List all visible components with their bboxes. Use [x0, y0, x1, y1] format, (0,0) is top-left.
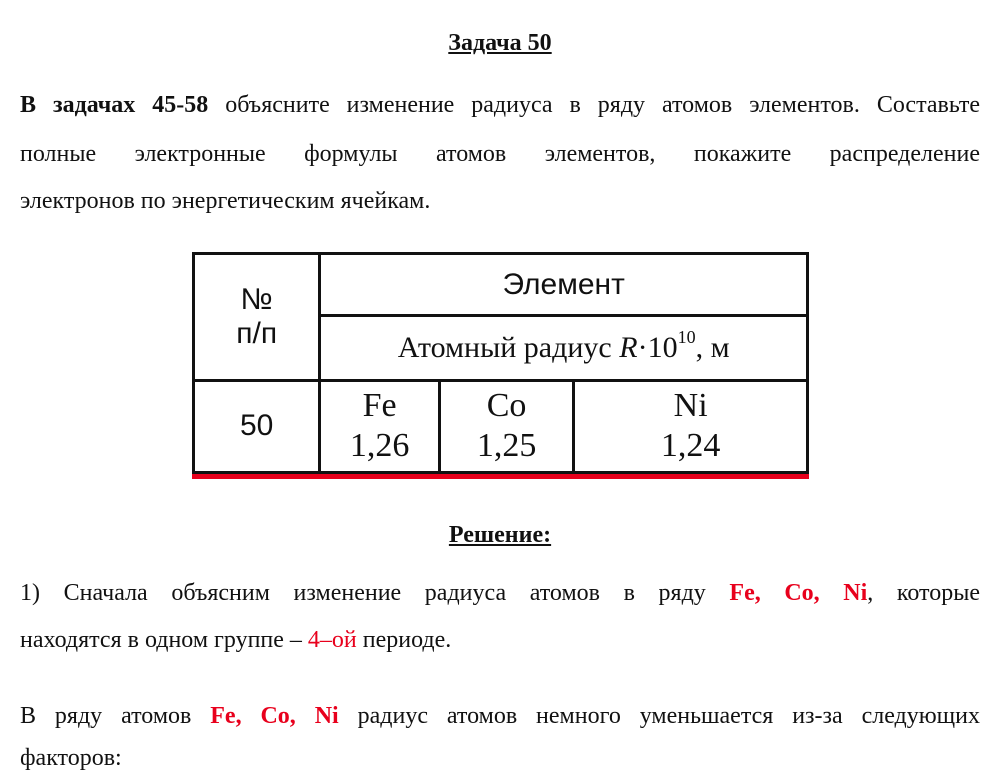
p2-elements: Fe, Co, Ni [210, 703, 339, 729]
element-radius: 1,26 [349, 427, 410, 465]
intro-line-1-text: объясните изменение радиуса в ряду атомов элементов. Составьте [208, 92, 981, 118]
p1-line-2-end: периоде. [356, 627, 452, 653]
problem-title: Задача 50 [448, 30, 552, 56]
radius-header-prefix: Атомный радиус [397, 330, 620, 364]
element-cell-fe [320, 380, 440, 472]
p2-line-1 [20, 703, 980, 730]
p1-period: 4–ой [307, 627, 357, 653]
intro-line-1 [20, 92, 980, 119]
radius-header-cell [320, 316, 808, 380]
intro-bold: В задачах 45-58 [20, 92, 209, 118]
radius-factor: ·10 [637, 330, 678, 364]
p2-line-2: факторов: [20, 745, 122, 771]
element-cell-co [439, 380, 573, 472]
element-symbol: Co [486, 387, 527, 425]
p2-end: радиус атомов немного уменьшается из-за следующих [338, 703, 980, 729]
table-bottom-red-line [192, 474, 809, 479]
p1-start: 1) Сначала объясним изменение радиуса атомов в ряду [20, 580, 730, 606]
number-header-cell [194, 254, 320, 381]
radius-symbol: R [619, 330, 638, 364]
p1-line-1 [20, 580, 980, 607]
p1-line-2-start: находятся в одном группе – [20, 627, 308, 653]
element-symbol: Ni [673, 387, 708, 425]
p1-elements: Fe, Co, Ni [729, 580, 868, 606]
element-radius: 1,24 [660, 427, 721, 465]
p1-end: , которые [867, 580, 980, 606]
element-header-cell: Элемент [320, 254, 808, 316]
intro-line-2: полные электронные формулы атомов элементов, покажите распределение [20, 141, 980, 167]
number-sign: № [240, 282, 273, 316]
number-label: п/п [236, 316, 278, 350]
p1-line-2 [20, 627, 980, 654]
solution-title: Решение: [448, 522, 552, 548]
element-cell-ni [574, 380, 808, 472]
radius-unit: , м [695, 330, 730, 364]
element-radius: 1,25 [476, 427, 537, 465]
element-symbol: Fe [362, 387, 397, 425]
radius-exponent: 10 [677, 326, 696, 347]
row-number-cell: 50 [194, 380, 320, 472]
element-table [192, 252, 809, 480]
p2-start: В ряду атомов [20, 703, 211, 729]
intro-line-3: электронов по энергетическим ячейкам. [20, 188, 431, 214]
